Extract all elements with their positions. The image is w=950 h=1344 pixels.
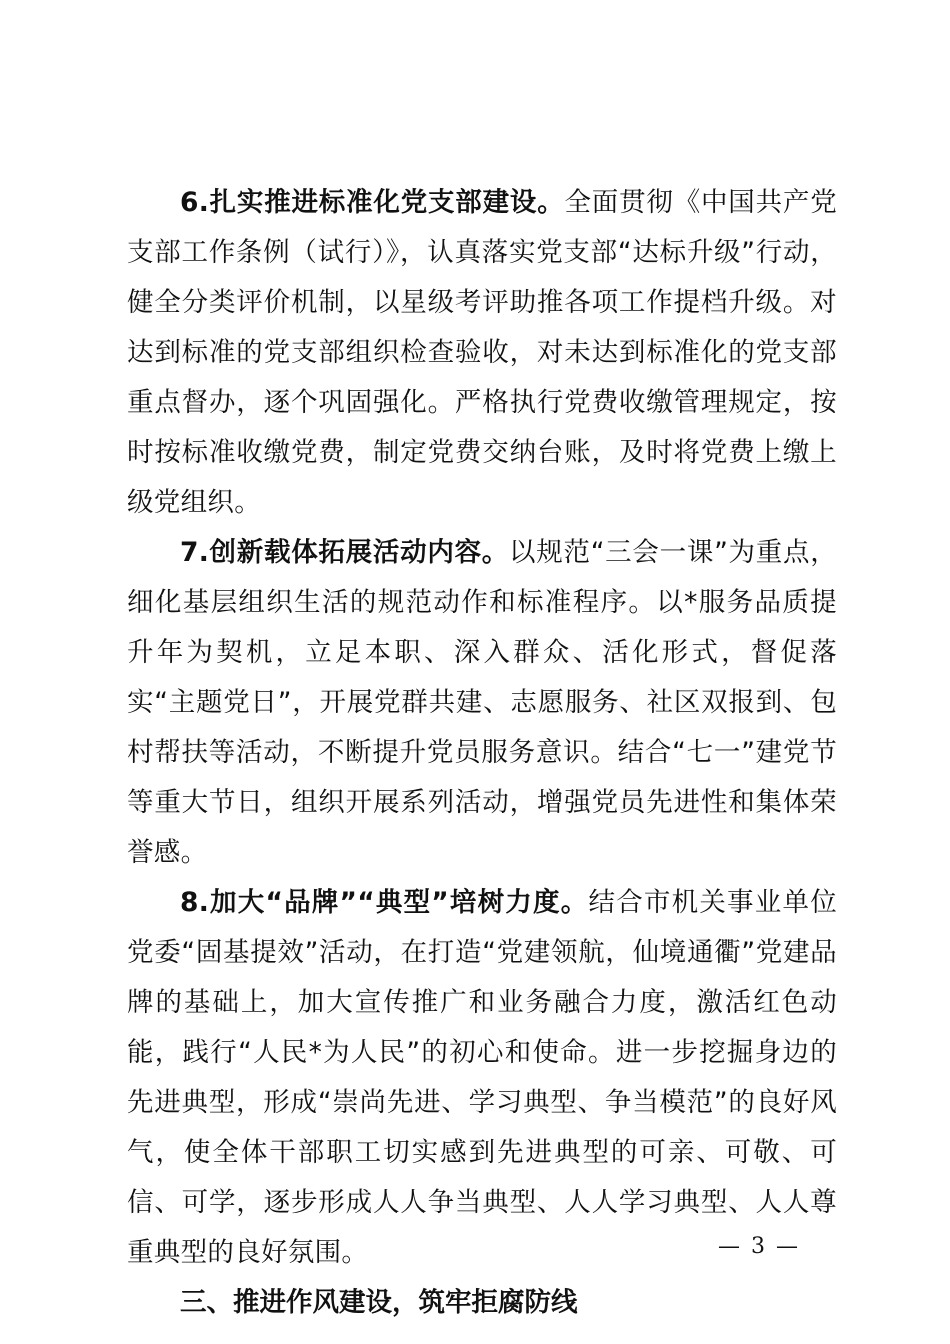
paragraph-6-heading: 6.扎实推进标准化党支部建设。 [180, 187, 565, 218]
page-number: — 3 — [718, 1234, 800, 1259]
paragraph-6-body: 全面贯彻《中国共产党支部工作条例（试行）》，认真落实党支部“达标升级”行动，健全分类评价机制，以星级考评助推各项工作提档升级。对达到标准的党支部组织检查验收，对未达到标准化的党支部重点督办，逐个巩固强化。严格执行党费收缴管理规定，按时按标准收缴党费，制定党费交纳台账，及时将党费上缴上级党组织。 [127, 187, 837, 518]
paragraph-8-heading: 8.加大“品牌”“典型”培树力度。 [180, 887, 589, 918]
paragraph-7-body: 以规范“三会一课”为重点，细化基层组织生活的规范动作和标准程序。以*服务品质提升年为契机，立足本职、深入群众、活化形式，督促落实“主题党日”，开展党群共建、志愿服务、社区双报到、包村帮扶等活动，不断提升党员服务意识。结合“七一”建党节等重大节日，组织开展系列活动，增强党员先进性和集体荣誉感。 [127, 537, 838, 868]
paragraph-7 [127, 528, 837, 878]
section-heading: 三、推进作风建设，筑牢拒腐防线 [180, 1287, 578, 1318]
document-body [127, 178, 837, 1328]
paragraph-8 [127, 878, 837, 1278]
paragraph-8-body: 结合市机关事业单位党委“固基提效”活动，在打造“党建领航，仙境通衢”党建品牌的基础上，加大宣传推广和业务融合力度，激活红色动能，践行“人民*为人民”的初心和使命。进一步挖掘身边的先进典型，形成“崇尚先进、学习典型、争当模范”的良好风气，使全体干部职工切实感到先进典型的可亲、可敬、可信、可学，逐步形成人人争当典型、人人学习典型、人人尊重典型的良好氛围。 [127, 887, 837, 1268]
paragraph-7-heading: 7.创新载体拓展活动内容。 [180, 537, 510, 568]
paragraph-6 [127, 178, 837, 528]
